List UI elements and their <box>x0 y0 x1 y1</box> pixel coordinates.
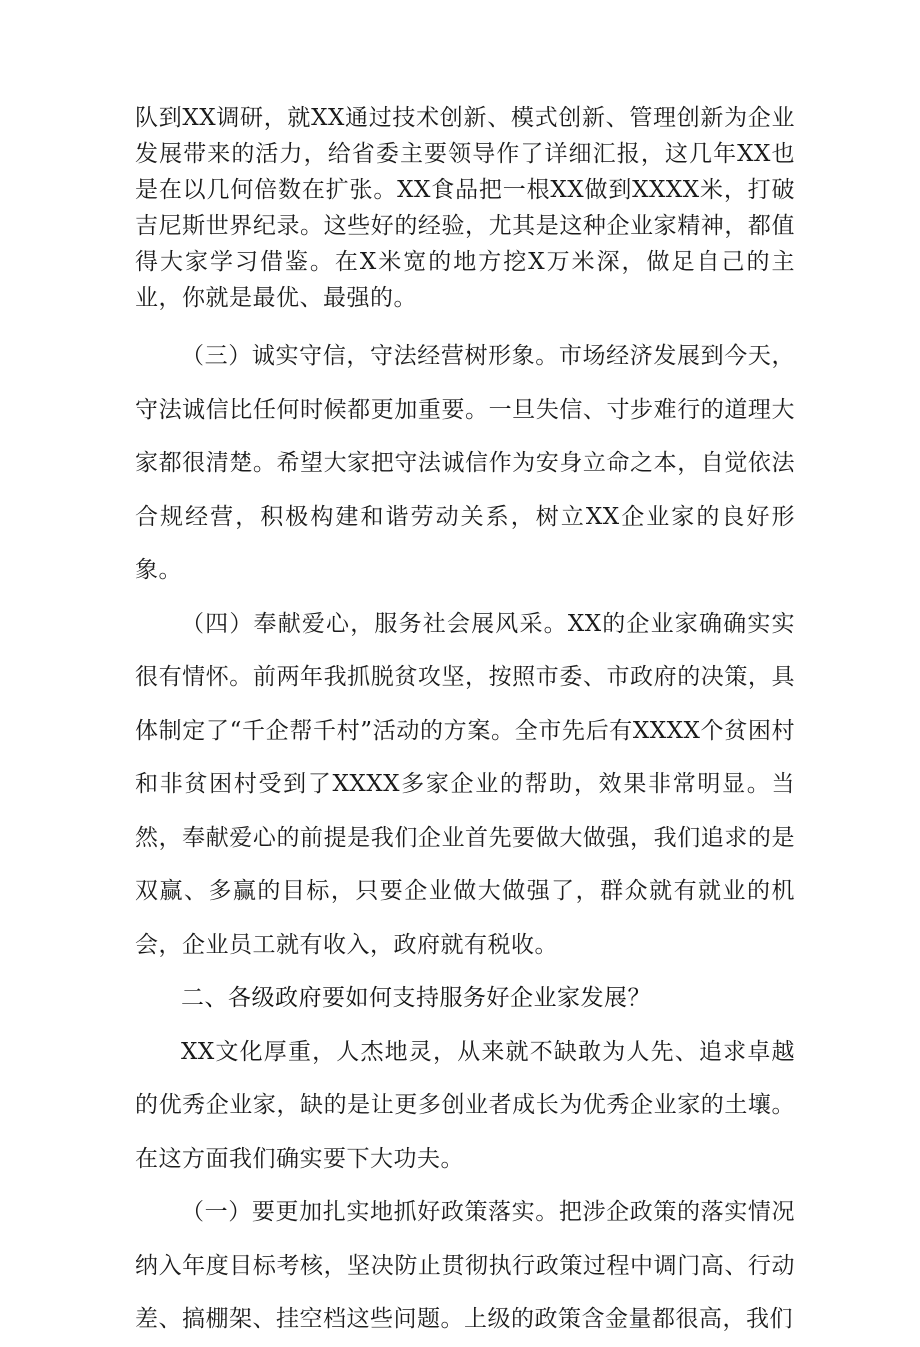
section-heading: 二、各级政府要如何支持服务好企业家发展？ <box>181 985 651 1011</box>
document-page <box>135 100 795 1347</box>
paragraph-culture: XX文化厚重，人杰地灵，从来就不缺敢为人先、追求卓越的优秀企业家，缺的是让更多创业者成长为优秀企业家的土壤。在这方面我们确实要下大功夫。 <box>135 1038 795 1172</box>
paragraph-policy: （一）要更加扎实地抓好政策落实。把涉企政策的落实情况纳入年度目标考核，坚决防止贯彻执行政策过程中调门高、行动差、搞棚架、挂空档这些问题。上级的政策含金量都很高，我们 <box>135 1199 795 1332</box>
paragraph-honesty: （三）诚实守信，守法经营树形象。市场经济发展到今天，守法诚信比任何时候都更加重要。一旦失信、寸步难行的道理大家都很清楚。希望大家把守法诚信作为安身立命之本，自觉依法合规经营，积极构建和谐劳动关系，树立XX企业家的良好形象。 <box>135 343 795 583</box>
paragraph-dedication: （四）奉献爱心，服务社会展风采。XX的企业家确确实实很有情怀。前两年我抓脱贫攻坚，按照市委、市政府的决策，具体制定了“千企帮千村”活动的方案。全市先后有XXXX个贫困村和非贫困村受到了XXXX多家企业的帮助，效果非常明显。当然，奉献爱心的前提是我们企业首先要做大做强，我们追求的是双赢、多赢的目标，只要企业做大做强了，群众就有就业的机会，企业员工就有收入，政府就有税收。 <box>135 610 795 958</box>
paragraph-continuation: 队到XX调研，就XX通过技术创新、模式创新、管理创新为企业发展带来的活力，给省委主要领导作了详细汇报，这几年XX也是在以几何倍数在扩张。XX食品把一根XX做到XXXX米，打破吉尼斯世界纪录。这些好的经验，尤其是这种企业家精神，都值得大家学习借鉴。在X米宽的地方挖X万米深，做足自己的主业，你就是最优、最强的。 <box>135 105 795 311</box>
